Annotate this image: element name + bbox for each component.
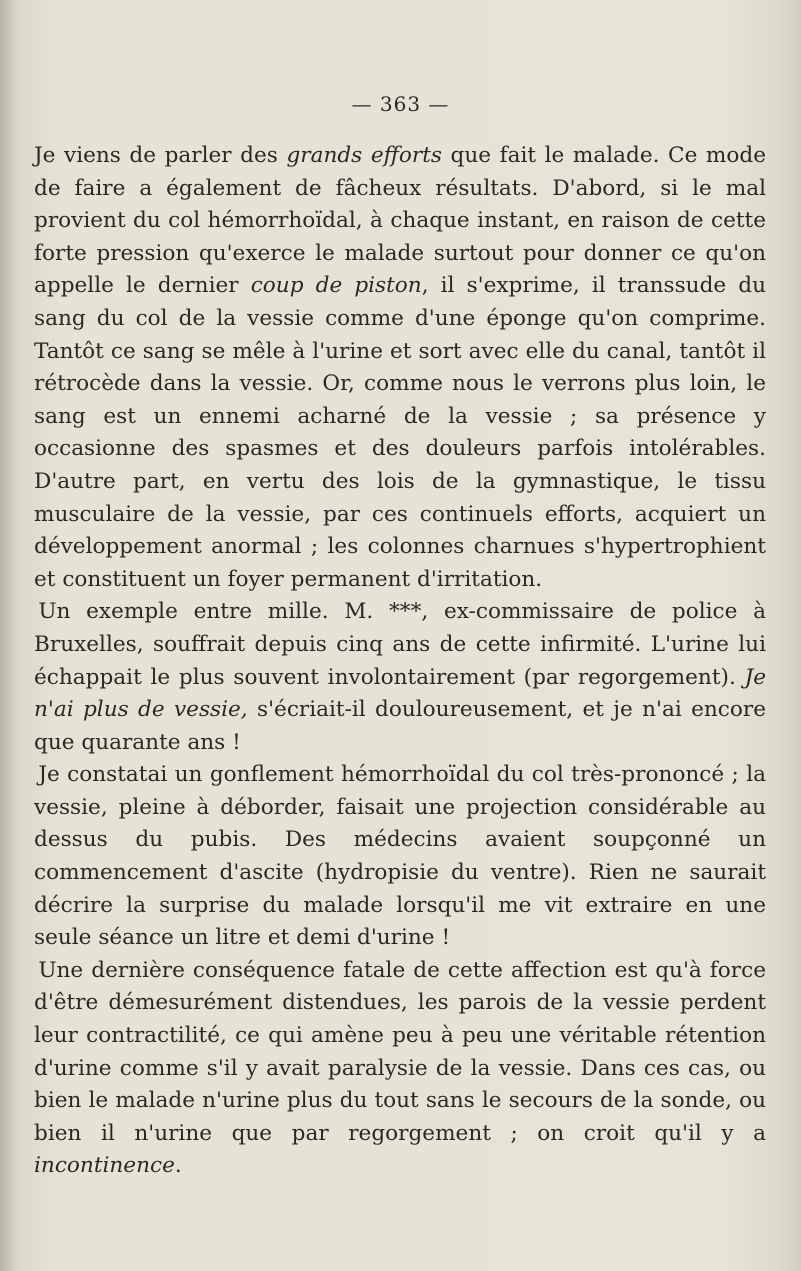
- text-run: Un exemple entre mille. M. ***, ex-commissaire de police à Bruxelles, souffrait depuis cinq ans de cette infirmité. L'urine lui échappait le plus souvent involontairement (par regorgement).: [34, 599, 766, 690]
- paragraph: [34, 759, 766, 955]
- page-number: — 363 —: [351, 92, 450, 116]
- italic-run: incontinence: [34, 1153, 175, 1179]
- text-run: Je constatai un gonflement hémorrhoïdal du col très-prononcé ; la vessie, pleine à déborder, faisait une projection considérable au dessus du pubis. Des médecins avaient soupçonné un commencement d'ascite (hydropisie du ventre). Rien ne saurait décrire la surprise du malade lorsqu'il me vit extraire en une seule séance un litre et demi d'urine !: [34, 762, 766, 951]
- text-run: Une dernière conséquence fatale de cette affection est qu'à force d'être démesurément distendues, les parois de la vessie perdent leur contractilité, ce qui amène peu à peu une véritable rétention d'urine comme s'il y avait paralysie de la vessie. Dans ces cas, ou bien le malade n'urine plus du tout sans le secours de la sonde, ou bien il n'urine que par regorgement ; on croit qu'il y a: [34, 957, 766, 1146]
- text-run: .: [174, 1153, 182, 1179]
- paragraph: [34, 955, 766, 1183]
- body-text: [34, 140, 766, 1183]
- paragraph: [34, 140, 766, 596]
- italic-run: Je n'ai plus de vessie,: [34, 664, 766, 723]
- text-run: , il s'exprime, il transsude du sang du col de la vessie comme d'une éponge qu'on comprime. Tantôt ce sang se mêle à l'urine et sort avec elle du canal, tantôt il rétrocède dans la vessie. Or, comme nous le verrons plus loin, le sang est un ennemi acharné de la vessie ; sa présence y occasionne des spasmes et des douleurs parfois intolérables. D'autre part, en vertu des lois de la gymnastique, le tissu musculaire de la vessie, par ces continuels efforts, acquiert un développement anormal ; les colonnes charnues s'hypertrophient et constituent un foyer permanent d'irritation.: [34, 273, 766, 592]
- text-run: que fait le malade. Ce mode de faire a également de fâcheux résultats. D'abord, si le mal provient du col hémorrhoïdal, à chaque instant, en raison de cette forte pression qu'exerce le malade surtout pour donner ce qu'on appelle le dernier: [34, 143, 766, 299]
- italic-run: coup de piston: [250, 273, 422, 299]
- text-run: s'écriait-il douloureusement, et je n'ai encore que quarante ans !: [34, 697, 766, 755]
- italic-run: grands efforts: [286, 143, 442, 168]
- binding-shadow: [0, 0, 16, 1271]
- text-run: Je viens de parler des: [34, 143, 287, 168]
- paragraph: [34, 596, 766, 759]
